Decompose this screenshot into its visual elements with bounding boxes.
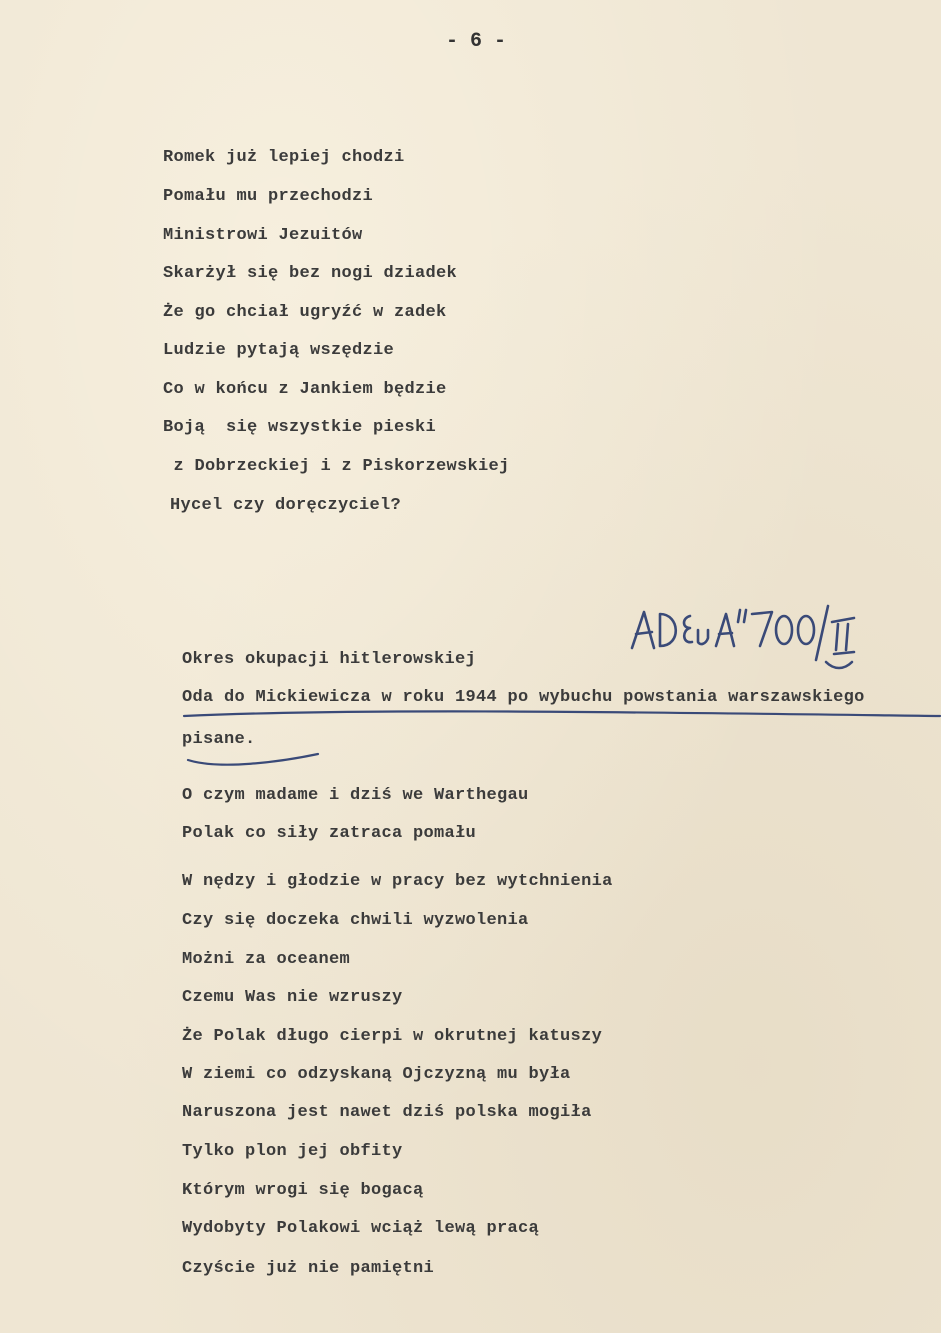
poem1-line: Ministrowi Jezuitów	[163, 226, 363, 245]
poem2-line: W nędzy i głodzie w pracy bez wytchnienia	[182, 872, 613, 891]
poem2-line: Że Polak długo cierpi w okrutnej katuszy	[182, 1027, 603, 1046]
poem2-line: Wydobyty Polakowi wciąż lewą pracą	[182, 1219, 540, 1238]
section-title: Okres okupacji hitlerowskiej	[182, 650, 477, 669]
poem1-line: Hycel czy doręczyciel?	[170, 496, 402, 515]
poem1-line: Ludzie pytają wszędzie	[163, 341, 395, 360]
poem2-line: Naruszona jest nawet dziś polska mogiła	[182, 1103, 592, 1122]
poem2-line: Czy się doczeka chwili wyzwolenia	[182, 911, 529, 930]
poem2-line: Czemu Was nie wzruszy	[182, 988, 403, 1007]
poem2-line: W ziemi co odzyskaną Ojczyzną mu była	[182, 1065, 571, 1084]
poem1-line: Skarżył się bez nogi dziadek	[163, 264, 458, 283]
poem2-line: Czyście już nie pamiętni	[182, 1259, 435, 1278]
poem1-line: z Dobrzeckiej i z Piskorzewskiej	[163, 457, 510, 476]
poem-title-continued: pisane.	[182, 730, 256, 749]
poem1-line: Romek już lepiej chodzi	[163, 148, 405, 167]
page-number: - 6 -	[446, 30, 507, 53]
poem1-line: Że go chciał ugryźć w zadek	[163, 303, 447, 322]
poem-title: Oda do Mickiewicza w roku 1944 po wybuchu powstania warszawskiego	[182, 688, 865, 707]
poem1-line: Boją się wszystkie pieski	[163, 418, 437, 437]
poem2-line: Możni za oceanem	[182, 950, 351, 969]
poem1-line: Pomału mu przechodzi	[163, 187, 374, 206]
poem2-line: O czym madame i dziś we Warthegau	[182, 786, 529, 805]
poem2-line: Polak co siły zatraca pomału	[182, 824, 477, 843]
poem2-line: Którym wrogi się bogacą	[182, 1181, 424, 1200]
poem1-line: Co w końcu z Jankiem będzie	[163, 380, 447, 399]
poem2-line: Tylko plon jej obfity	[182, 1142, 403, 1161]
